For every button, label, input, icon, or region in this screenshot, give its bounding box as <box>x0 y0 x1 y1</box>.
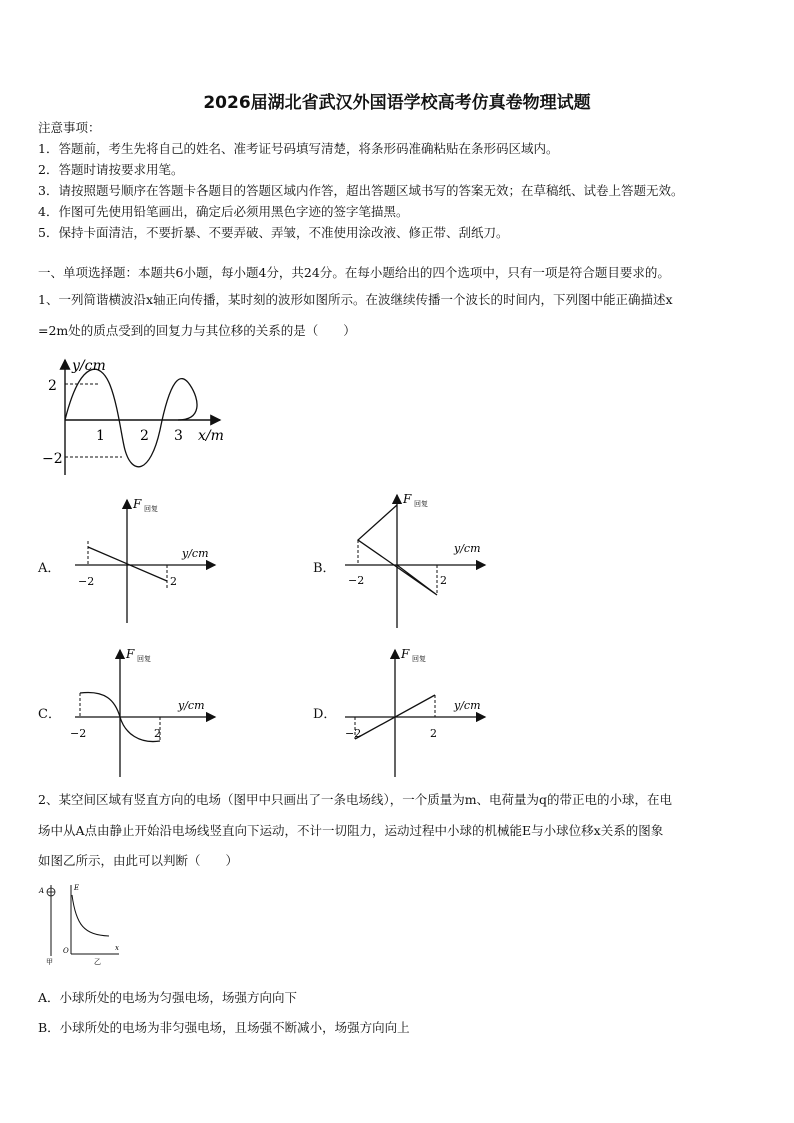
wave-xlabel: x/m <box>198 428 224 444</box>
page-title: 2026届湖北省武汉外国语学校高考仿真卷物理试题 <box>203 93 591 113</box>
notice-item: 3．请按照题号顺序在答题卡各题目的答题区域内作答，超出答题区域书写的答案无效；在草稿纸、试卷上答题无效。 <box>38 183 684 198</box>
svg-text:A: A <box>39 887 45 895</box>
question-2-option-b[interactable]: B．小球所处的电场为非匀强电场，且场强不断减小，场强方向向上 <box>38 1020 410 1035</box>
svg-text:2: 2 <box>430 727 437 740</box>
question-2-text: 2、某空间区域有竖直方向的电场（图甲中只画出了一条电场线），一个质量为m、电荷量为q的带正电的小球，在电 <box>38 792 673 807</box>
option-c-graph[interactable] <box>70 645 220 780</box>
svg-text:2: 2 <box>154 727 161 740</box>
svg-text:−2: −2 <box>78 575 95 588</box>
svg-text:y/cm: y/cm <box>178 699 205 712</box>
svg-text:回复: 回复 <box>414 500 428 508</box>
wave-ylabel: y/cm <box>72 358 106 374</box>
svg-text:回复: 回复 <box>144 505 158 513</box>
svg-text:x: x <box>115 944 119 952</box>
option-c-label[interactable]: C． <box>38 707 61 722</box>
svg-text:y/cm: y/cm <box>454 699 481 712</box>
wave-yneg: −2 <box>42 451 63 467</box>
wave-figure <box>30 350 250 480</box>
svg-text:O: O <box>63 947 69 955</box>
svg-text:回复: 回复 <box>137 655 151 663</box>
question-2-figure <box>34 880 134 965</box>
svg-text:−2: −2 <box>345 727 362 740</box>
notice-heading: 注意事项： <box>38 120 101 135</box>
svg-text:E: E <box>74 884 80 892</box>
option-b-graph[interactable] <box>340 490 490 630</box>
wave-tick: 1 <box>96 428 105 444</box>
svg-text:回复: 回复 <box>412 655 426 663</box>
option-d-label[interactable]: D． <box>313 707 337 722</box>
wave-curve <box>65 369 197 467</box>
question-2-text: 场中从A点由静止开始沿电场线竖直向下运动，不计一切阻力，运动过程中小球的机械能E与小球位移x关系的图象 <box>38 823 664 838</box>
wave-ypos: 2 <box>48 378 57 394</box>
section-heading: 一、单项选择题：本题共6小题，每小题4分，共24分。在每小题给出的四个选项中，只有一项是符合题目要求的。 <box>38 265 670 280</box>
option-a-graph[interactable] <box>70 495 220 625</box>
question-2-option-a[interactable]: A．小球所处的电场为匀强电场，场强方向向下 <box>38 990 298 1005</box>
svg-text:2: 2 <box>440 574 447 587</box>
svg-text:−2: −2 <box>70 727 87 740</box>
wave-tick: 2 <box>140 428 149 444</box>
question-1-text: =2m处的质点受到的回复力与其位移的关系的是（ ） <box>38 323 356 338</box>
svg-text:2: 2 <box>170 575 177 588</box>
option-d-graph[interactable] <box>340 645 490 780</box>
svg-text:y/cm: y/cm <box>454 542 481 555</box>
option-a-label[interactable]: A． <box>38 561 61 576</box>
svg-text:F: F <box>126 647 135 661</box>
energy-curve <box>72 895 109 936</box>
question-2-text: 如图乙所示，由此可以判断（ ） <box>38 853 239 868</box>
svg-text:−2: −2 <box>348 574 365 587</box>
svg-text:F: F <box>403 492 412 506</box>
notice-item: 2．答题时请按要求用笔。 <box>38 162 184 177</box>
wave-tick: 3 <box>174 428 183 444</box>
svg-text:乙: 乙 <box>94 958 101 965</box>
svg-text:F: F <box>133 497 142 511</box>
notice-item: 5．保持卡面清洁，不要折暴、不要弄破、弄皱，不准使用涂改液、修正带、刮纸刀。 <box>38 225 509 240</box>
svg-text:F: F <box>401 647 410 661</box>
question-1-text: 1、一列简谐横波沿x轴正向传播，某时刻的波形如图所示。在波继续传播一个波长的时间内，下列图中能正确描述x <box>38 292 673 307</box>
option-b-label[interactable]: B． <box>313 561 336 576</box>
notice-item: 1．答题前，考生先将自己的姓名、准考证号码填写清楚，将条形码准确粘贴在条形码区域内。 <box>38 141 559 156</box>
notice-item: 4．作图可先使用铅笔画出，确定后必须用黑色字迹的签字笔描黑。 <box>38 204 409 219</box>
svg-text:甲: 甲 <box>46 958 53 965</box>
svg-text:y/cm: y/cm <box>182 547 209 560</box>
